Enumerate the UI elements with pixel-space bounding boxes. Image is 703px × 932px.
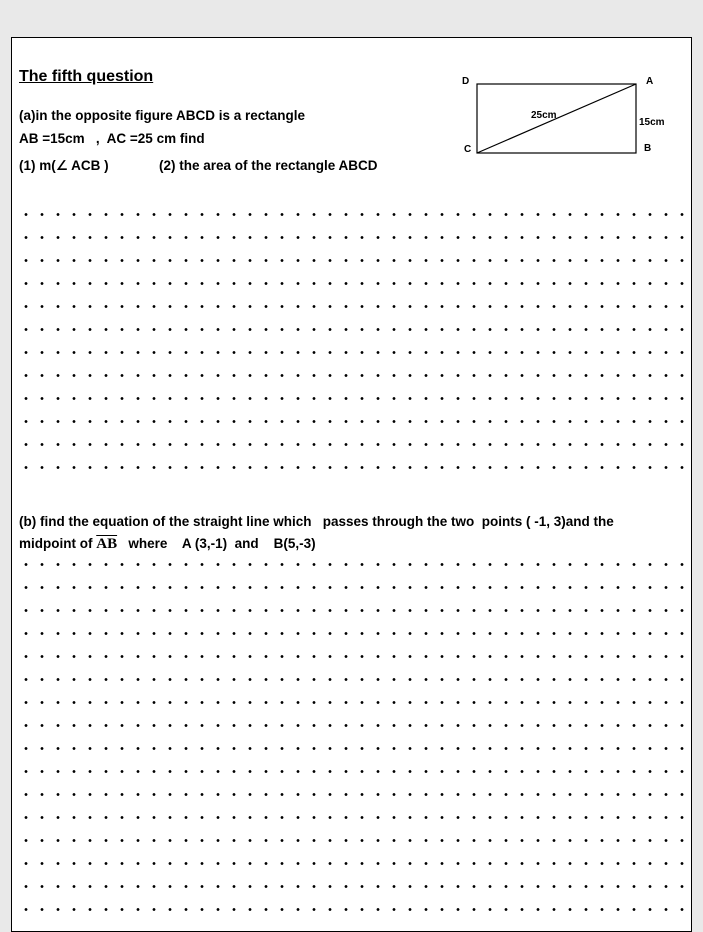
dotted-line <box>18 880 686 893</box>
dotted-line <box>18 208 686 221</box>
dotted-line <box>18 415 686 428</box>
dotted-line <box>18 719 686 732</box>
dotted-line <box>18 811 686 824</box>
dotted-line <box>18 323 686 336</box>
dotted-line <box>18 857 686 870</box>
dotted-line <box>18 788 686 801</box>
label-b: B <box>644 143 652 154</box>
part-b-statement-line2 <box>19 536 316 553</box>
dotted-line <box>18 581 686 594</box>
label-d: D <box>462 76 470 87</box>
part-b-statement: (b) find the equation of the straight line which passes through the two points ( -1, 3)and the <box>19 514 614 529</box>
label-diagonal: 25cm <box>531 110 557 121</box>
dotted-line <box>18 277 686 290</box>
dotted-line <box>18 742 686 755</box>
dotted-line <box>18 903 686 916</box>
part-a-statement: (a)in the opposite figure ABCD is a rectangle <box>19 108 306 123</box>
question-title: The fifth question <box>19 68 154 85</box>
dotted-line <box>18 650 686 663</box>
rectangle-figure <box>457 72 682 157</box>
label-side: 15cm <box>639 117 665 128</box>
dotted-line <box>18 461 686 474</box>
part-b-post: where A (3,-1) and B(5,-3) <box>117 536 316 551</box>
dotted-line <box>18 300 686 313</box>
dotted-line <box>18 696 686 709</box>
dotted-line <box>18 765 686 778</box>
segment-ab-symbol: $\overline{AB}$ <box>96 536 118 552</box>
worksheet <box>11 37 692 932</box>
dotted-line <box>18 346 686 359</box>
dotted-line <box>18 231 686 244</box>
dotted-line <box>18 254 686 267</box>
label-a: A <box>646 76 654 87</box>
dotted-line <box>18 673 686 686</box>
part-a-given: AB =15cm , AC =25 cm find <box>19 131 205 146</box>
dotted-line <box>18 438 686 451</box>
dotted-line <box>18 369 686 382</box>
dotted-line <box>18 392 686 405</box>
dotted-line <box>18 558 686 571</box>
dotted-line <box>18 627 686 640</box>
dotted-line <box>18 604 686 617</box>
dotted-line <box>18 834 686 847</box>
label-c: C <box>464 144 472 155</box>
part-a-req1: (1) m(∠ ACB ) <box>19 158 109 173</box>
part-b-pre: midpoint of <box>19 536 97 551</box>
part-a-req2: (2) the area of the rectangle ABCD <box>159 158 378 173</box>
